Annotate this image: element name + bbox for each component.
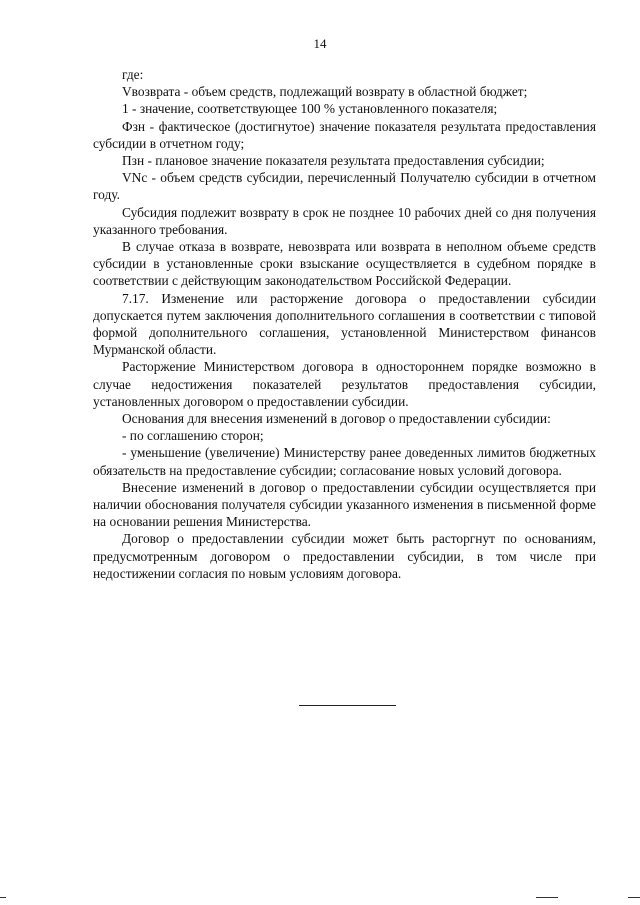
paragraph: Договор о предоставлении субсидии может быть расторгнут по основаниям, предусмотренным договором о предоставлении субсидии, в том числе при недостижении согласия по новым условиям договора. <box>93 531 596 581</box>
paragraph: VNc - объем средств субсидии, перечисленный Получателю субсидии в отчетном году. <box>93 170 596 203</box>
paragraph: 1 - значение, соответствующее 100 % установленного показателя; <box>122 101 498 117</box>
end-of-text-rule <box>299 705 396 706</box>
document-body <box>93 66 596 582</box>
paragraph: Основания для внесения изменений в договор о предоставлении субсидии: <box>122 411 551 427</box>
paragraph: Пзн - плановое значение показателя результата предоставления субсидии; <box>122 153 545 169</box>
list-item: - по соглашению сторон; <box>122 428 264 444</box>
scan-edge-mark <box>0 897 6 898</box>
list-item: - уменьшение (увеличение) Министерству ранее доведенных лимитов бюджетных обязательств на предоставление субсидии; согласование новых условий договора. <box>93 445 596 478</box>
paragraph: Vвозврата - объем средств, подлежащий возврату в областной бюджет; <box>122 84 528 100</box>
paragraph: В случае отказа в возврате, невозврата или возврата в неполном объеме средств субсидии в установленные сроки взыскание осуществляется в судебном порядке в соответствии с действующим законодательством Российской Федерации. <box>93 239 596 289</box>
paragraph: Субсидия подлежит возврату в срок не позднее 10 рабочих дней со дня получения указанного требования. <box>93 204 596 237</box>
scan-edge-mark <box>628 897 640 898</box>
paragraph: где: <box>122 67 144 82</box>
paragraph: Внесение изменений в договор о предоставлении субсидии осуществляется при наличии обоснования получателя субсидии указанного изменения в письменной форме на основании решения Министерства. <box>93 479 596 530</box>
paragraph: Фзн - фактическое (достигнутое) значение показателя результата предоставления субсидии в отчетном году; <box>93 118 596 151</box>
paragraph: Расторжение Министерством договора в одностороннем порядке возможно в случае недостижения показателей результатов предоставления субсидии, установленных договором о предоставлении субсидии. <box>93 359 596 409</box>
scan-edge-mark <box>536 897 558 898</box>
paragraph: 7.17. Изменение или расторжение договора о предоставлении субсидии допускается путем заключения дополнительного соглашения в соответствии с типовой формой дополнительного соглашения, установленной Министерством финансов Мурманской области. <box>93 290 596 358</box>
page-number: 14 <box>313 36 327 51</box>
